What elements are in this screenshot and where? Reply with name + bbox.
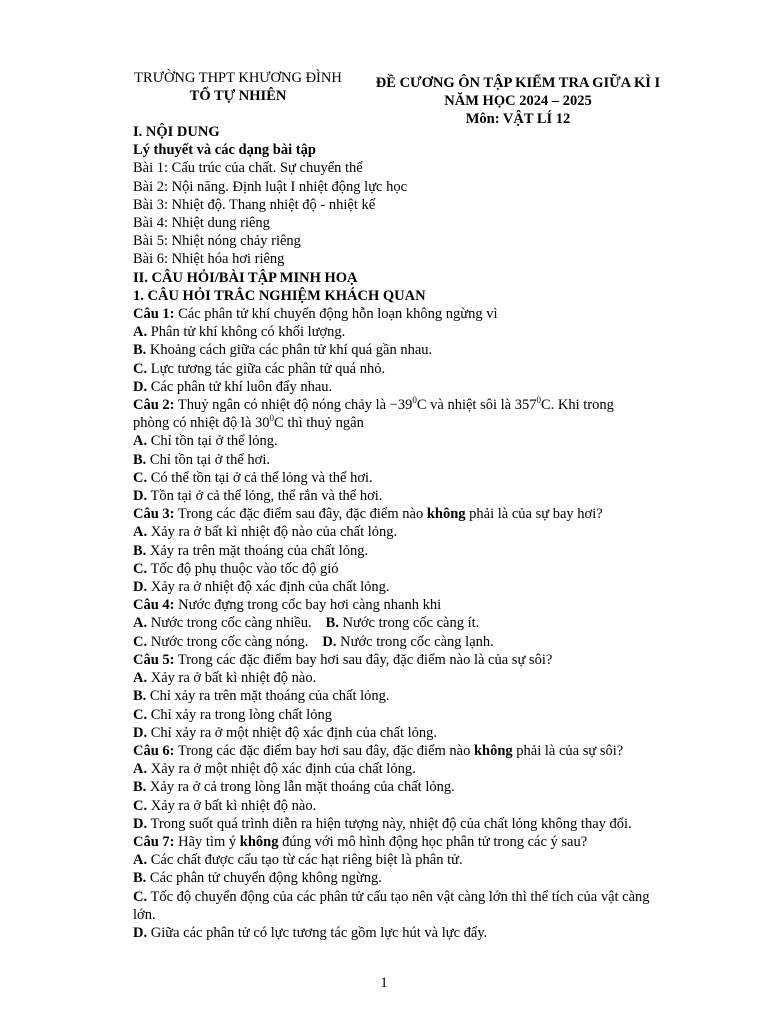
option-letter: B. bbox=[133, 870, 147, 887]
question bbox=[133, 742, 673, 760]
document-body bbox=[133, 123, 673, 942]
answer-option bbox=[133, 451, 673, 469]
option-letter: D. bbox=[322, 633, 337, 650]
option-text: Xảy ra ở nhiệt độ xác định của chất lỏng. bbox=[147, 579, 390, 596]
negation-keyword: không bbox=[239, 833, 279, 850]
answer-option-pair bbox=[133, 614, 673, 632]
option-text: Xảy ra ở bất kì nhiệt độ nào. bbox=[147, 670, 317, 687]
option-letter: B. bbox=[133, 451, 147, 468]
section-heading: I. NỘI DUNG bbox=[133, 124, 220, 140]
answer-option bbox=[133, 760, 673, 778]
question-label: Câu 7: bbox=[133, 833, 175, 850]
answer-option bbox=[133, 924, 673, 942]
question-text: Trong các đặc điểm bay hơi sau đây, đặc điểm nào bbox=[174, 742, 474, 759]
option-text: Tốc độ phụ thuộc vào tốc độ gió bbox=[147, 560, 339, 577]
degree-superscript: 0 bbox=[536, 395, 541, 406]
answer-option bbox=[133, 869, 673, 887]
question-text: Trong các đặc điểm bay hơi sau đây, đặc điểm nào là của sự sôi? bbox=[174, 651, 553, 668]
option-text: Xảy ra trên mặt thoáng của chất lỏng. bbox=[146, 542, 369, 559]
answer-option bbox=[133, 578, 673, 596]
option-letter: D. bbox=[133, 724, 148, 741]
option-text: Các phân tử chuyển động không ngừng. bbox=[146, 870, 382, 887]
option-letter: C. bbox=[133, 888, 148, 905]
question-text: Nước đựng trong cốc bay hơi càng nhanh khi bbox=[174, 597, 442, 614]
option-text: Chỉ xảy ra trong lòng chất lỏng bbox=[147, 706, 332, 723]
option-letter: C. bbox=[133, 706, 148, 723]
question-text: Hãy tìm ý bbox=[174, 833, 240, 850]
question bbox=[133, 596, 673, 614]
option-letter: B. bbox=[325, 615, 339, 632]
lesson-item: Bài 6: Nhiệt hóa hơi riêng bbox=[133, 251, 285, 268]
school-name: TRƯỜNG THPT KHƯƠNG ĐÌNH bbox=[134, 70, 342, 86]
option-letter: D. bbox=[133, 488, 148, 505]
question-text: phòng có nhiệt độ là 30 bbox=[133, 415, 270, 432]
option-letter: B. bbox=[133, 342, 147, 359]
question-text: C và nhiệt sôi là 357 bbox=[416, 397, 537, 414]
question-label: Câu 5: bbox=[133, 651, 175, 668]
option-letter: B. bbox=[133, 542, 147, 559]
question-label: Câu 4: bbox=[133, 597, 175, 614]
degree-superscript: 0 bbox=[269, 413, 275, 424]
answer-option bbox=[133, 706, 673, 724]
option-letter: A. bbox=[133, 324, 148, 341]
option-letter: C. bbox=[133, 469, 148, 486]
answer-option bbox=[133, 888, 673, 924]
answer-option bbox=[133, 469, 673, 487]
option-text: Các chất được cấu tạo từ các hạt riêng biệt là phân tử. bbox=[147, 852, 463, 869]
lesson-item: Bài 1: Cấu trúc của chất. Sự chuyển thể bbox=[133, 160, 363, 177]
document-title: ĐỀ CƯƠNG ÔN TẬP KIỂM TRA GIỮA KÌ I bbox=[375, 75, 661, 91]
question-text: phải là của sự sôi? bbox=[512, 742, 624, 759]
question-continuation bbox=[133, 414, 673, 432]
document-title-block bbox=[366, 74, 670, 128]
option-letter: A. bbox=[133, 615, 148, 632]
answer-option bbox=[133, 851, 673, 869]
option-letter: D. bbox=[133, 924, 148, 941]
option-text: Tồn tại ở cả thể lỏng, thể rắn và thể hơi. bbox=[147, 488, 383, 505]
option-text: Các phân tử khí luôn đẩy nhau. bbox=[147, 378, 333, 395]
negation-keyword: không bbox=[426, 506, 466, 523]
answer-option bbox=[133, 778, 673, 796]
answer-option bbox=[133, 815, 673, 833]
option-text: Nước trong cốc càng nóng. bbox=[147, 633, 309, 650]
answer-option bbox=[133, 560, 673, 578]
question-label: Câu 6: bbox=[133, 742, 175, 759]
page-number: 1 bbox=[380, 975, 388, 991]
department-name: TỔ TỰ NHIÊN bbox=[189, 88, 287, 104]
question-label: Câu 3: bbox=[133, 506, 175, 523]
option-letter: C. bbox=[133, 560, 148, 577]
answer-option bbox=[133, 542, 673, 560]
lesson-item: Bài 2: Nội năng. Định luật I nhiệt động lực học bbox=[133, 178, 408, 195]
question-text: phải là của sự bay hơi? bbox=[465, 506, 603, 523]
option-letter: C. bbox=[133, 360, 148, 377]
option-text: Xảy ra ở bất kì nhiệt độ nào của chất lỏng. bbox=[147, 524, 398, 541]
option-text: Chỉ xảy ra ở một nhiệt độ xác định của chất lỏng. bbox=[147, 724, 438, 741]
option-letter: D. bbox=[133, 378, 148, 395]
answer-option bbox=[133, 797, 673, 815]
option-text: Trong suốt quá trình diễn ra hiện tượng này, nhiệt độ của chất lỏng không thay đổi. bbox=[147, 815, 632, 832]
answer-option bbox=[133, 487, 673, 505]
option-text: Có thể tồn tại ở cả thể lỏng và thể hơi. bbox=[147, 469, 373, 486]
question-text: Trong các đặc điểm sau đây, đặc điểm nào bbox=[174, 506, 427, 523]
section-heading: II. CÂU HỎI/BÀI TẬP MINH HOẠ bbox=[133, 269, 358, 286]
answer-option bbox=[133, 523, 673, 541]
option-text: Lực tương tác giữa các phân tử quá nhỏ. bbox=[147, 360, 386, 377]
question-text: đúng với mô hình động học phân tử trong các ý sau? bbox=[278, 833, 588, 850]
answer-option bbox=[133, 687, 673, 705]
option-text: Nước trong cốc càng nhiều. bbox=[147, 615, 312, 632]
question-text: Thuỷ ngân có nhiệt độ nóng chảy là −39 bbox=[174, 397, 413, 414]
option-text: Nước trong cốc càng lạnh. bbox=[336, 633, 494, 650]
option-letter: A. bbox=[133, 670, 148, 687]
school-year: NĂM HỌC 2024 – 2025 bbox=[444, 93, 592, 109]
option-letter: B. bbox=[133, 779, 147, 796]
answer-option bbox=[133, 323, 673, 341]
question-label: Câu 2: bbox=[133, 397, 175, 414]
question bbox=[133, 505, 673, 523]
option-letter: A. bbox=[133, 852, 148, 869]
question-text: C. Khi trong bbox=[540, 397, 614, 414]
option-text: Xảy ra ở bất kì nhiệt độ nào. bbox=[147, 797, 317, 814]
question bbox=[133, 833, 673, 851]
lesson-item: Bài 3: Nhiệt độ. Thang nhiệt độ - nhiệt kế bbox=[133, 196, 376, 213]
question-text: C thì thuỷ ngân bbox=[274, 415, 364, 432]
question-text: Các phân tử khí chuyển động hỗn loạn không ngừng vì bbox=[174, 306, 498, 323]
question-label: Câu 1: bbox=[133, 306, 175, 323]
question bbox=[133, 305, 673, 323]
option-text: Giữa các phân tử có lực tương tác gồm lực hút và lực đẩy. bbox=[147, 924, 488, 941]
answer-option-pair bbox=[133, 633, 673, 651]
option-letter: C. bbox=[133, 797, 148, 814]
option-text: Chỉ tồn tại ở thể lỏng. bbox=[147, 433, 278, 450]
question bbox=[133, 396, 673, 414]
option-letter: A. bbox=[133, 524, 148, 541]
question bbox=[133, 651, 673, 669]
answer-option bbox=[133, 432, 673, 450]
negation-keyword: không bbox=[473, 742, 513, 759]
answer-option bbox=[133, 724, 673, 742]
option-text: Xảy ra ở cả trong lòng lẫn mặt thoáng của chất lỏng. bbox=[146, 779, 455, 796]
option-letter: D. bbox=[133, 579, 148, 596]
answer-option bbox=[133, 378, 673, 396]
section-subheading: 1. CÂU HỎI TRẮC NGHIỆM KHÁCH QUAN bbox=[133, 287, 426, 304]
degree-superscript: 0 bbox=[412, 395, 417, 406]
answer-option bbox=[133, 341, 673, 359]
option-letter: C. bbox=[133, 633, 148, 650]
option-letter: B. bbox=[133, 688, 147, 705]
option-text: Tốc độ chuyển động của các phân tử cấu tạo nên vật càng lớn thì thể tích của vật càng lớn. bbox=[133, 888, 650, 923]
answer-option bbox=[133, 360, 673, 378]
option-letter: A. bbox=[133, 761, 148, 778]
subject-line: Môn: VẬT LÍ 12 bbox=[465, 111, 571, 127]
lesson-item: Bài 5: Nhiệt nóng chảy riêng bbox=[133, 233, 301, 250]
option-text: Chỉ tồn tại ở thể hơi. bbox=[146, 451, 270, 468]
option-text: Xảy ra ở một nhiệt độ xác định của chất lỏng. bbox=[147, 761, 416, 778]
option-text: Chỉ xảy ra trên mặt thoáng của chất lỏng. bbox=[146, 688, 390, 705]
section-subheading: Lý thuyết và các dạng bài tập bbox=[133, 142, 316, 159]
answer-option bbox=[133, 669, 673, 687]
lesson-item: Bài 4: Nhiệt dung riêng bbox=[133, 215, 270, 232]
option-text: Phân tử khí không có khối lượng. bbox=[147, 324, 346, 341]
option-text: Nước trong cốc càng ít. bbox=[338, 615, 480, 632]
school-header bbox=[126, 69, 350, 105]
option-letter: D. bbox=[133, 815, 148, 832]
option-letter: A. bbox=[133, 433, 148, 450]
option-text: Khoảng cách giữa các phân tử khí quá gần nhau. bbox=[146, 342, 433, 359]
